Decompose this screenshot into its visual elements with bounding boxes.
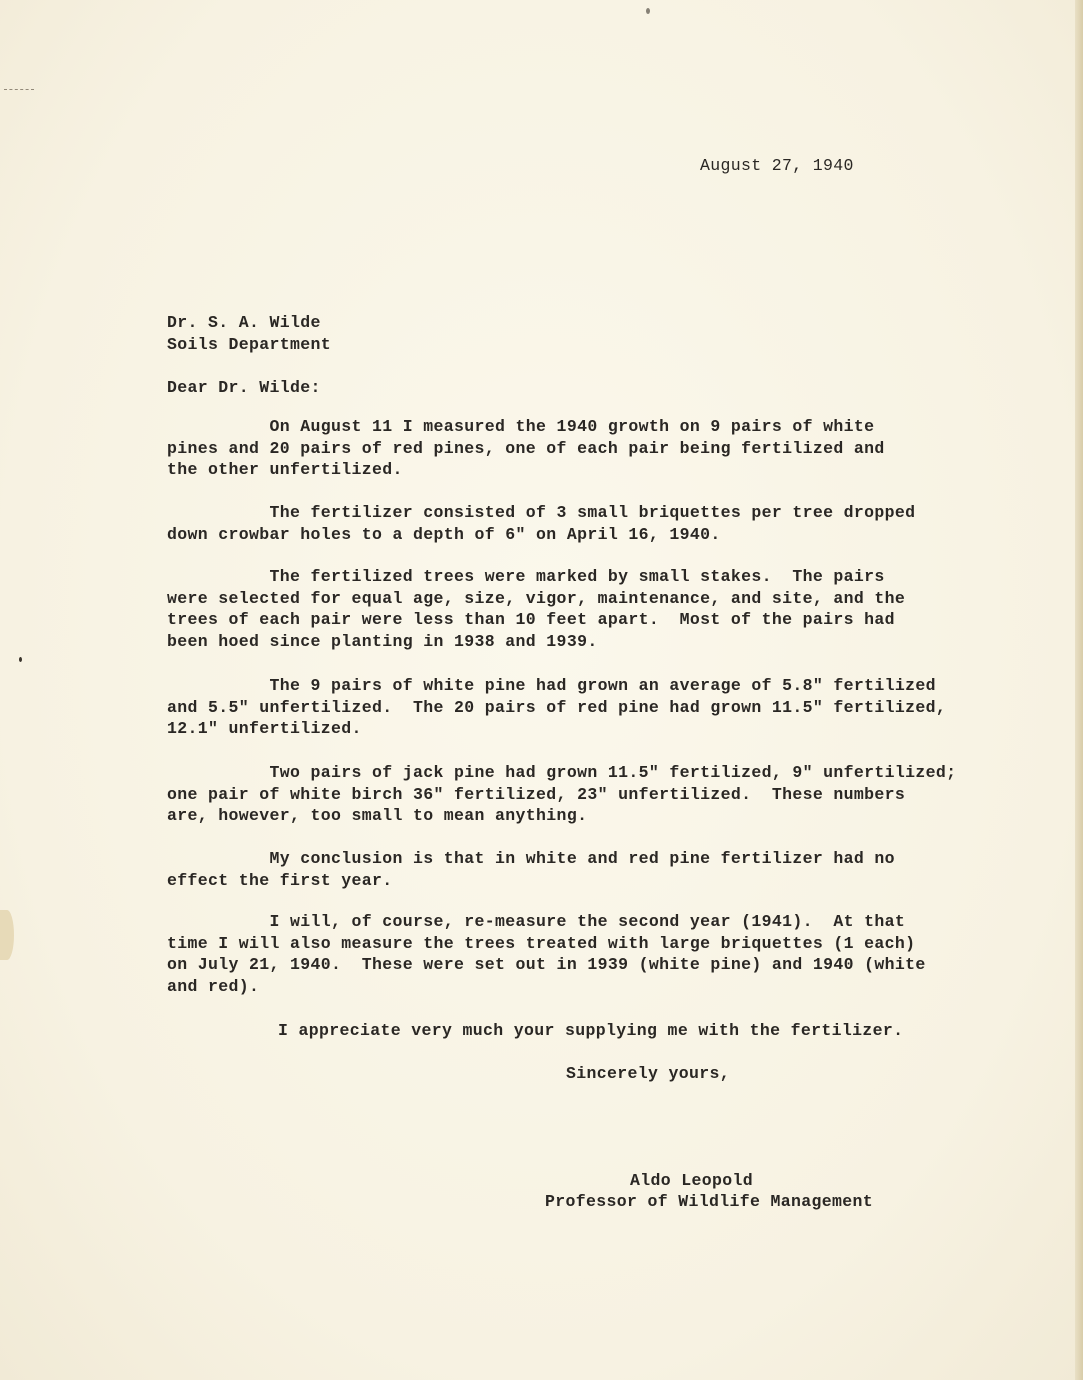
paper-stain xyxy=(0,910,14,960)
body-paragraph: The 9 pairs of white pine had grown an average of 5.8" fertilized and 5.5" unfertilized. The 20 pairs of red pine had grown 11.5" fertilized, 12.1" unfertilized. xyxy=(167,676,947,738)
body-paragraph: Two pairs of jack pine had grown 11.5" fertilized, 9" unfertilized; one pair of white birch 36" fertilized, 23" unfertilized. These numbers are, however, too small to mean anything. xyxy=(167,763,957,825)
salutation: Dear Dr. Wilde: xyxy=(167,378,321,397)
paper-edge xyxy=(1075,0,1083,1380)
signature-title: Professor of Wildlife Management xyxy=(545,1192,874,1211)
closing: Sincerely yours, xyxy=(566,1064,731,1083)
body-paragraph: I will, of course, re-measure the second year (1941). At that time I will also measure the trees treated with large briquettes (1 each) on July 21, 1940. These were set out in 1939 (white pine) and 1940 (white and red). xyxy=(167,912,926,996)
body-paragraph: I appreciate very much your supplying me with the fertilizer. xyxy=(278,1021,904,1040)
signature-name: Aldo Leopold xyxy=(630,1171,754,1190)
letter-date: August 27, 1940 xyxy=(700,156,854,175)
body-paragraph: The fertilized trees were marked by small stakes. The pairs were selected for equal age, size, vigor, maintenance, and site, and the trees of each pair were less than 10 feet apart. Most of the pairs had been hoed since planting in 1938 and 1939. xyxy=(167,567,906,651)
paper-speck xyxy=(19,657,22,662)
recipient-name: Dr. S. A. Wilde xyxy=(167,313,321,332)
paper-speck xyxy=(646,8,650,14)
body-paragraph: On August 11 I measured the 1940 growth on 9 pairs of white pines and 20 pairs of red pines, one of each pair being fertilized and the other unfertilized. xyxy=(167,417,885,479)
body-paragraph: The fertilizer consisted of 3 small briquettes per tree dropped down crowbar holes to a depth of 6" on April 16, 1940. xyxy=(167,503,916,544)
recipient-department: Soils Department xyxy=(167,335,332,354)
body-paragraph: My conclusion is that in white and red pine fertilizer had no effect the first year. xyxy=(167,849,895,890)
paper-mark xyxy=(4,89,34,90)
